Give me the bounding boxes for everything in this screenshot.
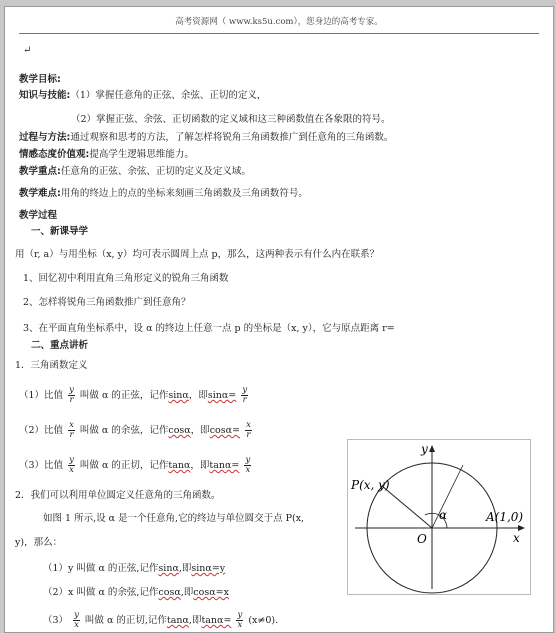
document-page bbox=[4, 6, 554, 633]
label-point-p: P(x, y) bbox=[351, 478, 390, 492]
unit-circle-text-2: y)，那么： bbox=[15, 537, 63, 548]
unit-circle-text-1: 如图 1 所示,设 α 是一个任意角,它的终边与单位圆交于点 P(x, bbox=[43, 513, 305, 524]
key-point-text: 任意角的正弦、余弦、正切的定义及定义域。 bbox=[60, 166, 251, 177]
difficulty-label: 教学难点: bbox=[19, 188, 61, 199]
cos-symbol: cosα bbox=[168, 425, 191, 436]
tan-symbol: tanα bbox=[168, 460, 191, 471]
tan-formula: tanα= bbox=[209, 460, 240, 471]
subsection-2: 2．我们可以利用单位圆定义任意角的三角函数。 bbox=[15, 490, 221, 501]
knowledge-text-2: （2）掌握正弦、余弦、正切函数的定义域和这三种函数值在各象限的符号。 bbox=[71, 114, 391, 125]
unit-cosine-line: （2）x 叫做 α 的余弦,记作cosα,即cosα=x bbox=[43, 587, 229, 598]
sin-symbol: sinα bbox=[168, 390, 189, 401]
section-1-heading: 一、新课导学 bbox=[31, 226, 89, 237]
difficulty-text: 用角的终边上的点的坐标来刻画三角函数及三角函数符号。 bbox=[60, 188, 308, 199]
subsection-1: 1．三角函数定义 bbox=[15, 360, 88, 371]
def-cosine-prefix: （2）比值 bbox=[19, 425, 64, 436]
knowledge-line-1 bbox=[19, 89, 266, 102]
unit-sine-line: （1）y 叫做 α 的正弦,记作sinα,即sinα=y bbox=[43, 563, 226, 574]
difficulty-line bbox=[19, 187, 308, 200]
goal-label: 教学目标: bbox=[19, 74, 61, 85]
fraction-y-over-x-result: $\frac{y}{x}$ bbox=[245, 455, 251, 475]
definition-cosine: （2）比值 $\frac{x}{r}$ 叫做 α 的余弦，记作cosα，即cosα= $\frac{x}{r}$ bbox=[19, 420, 251, 440]
emotion-text: 提高学生逻辑思维能力。 bbox=[89, 149, 194, 160]
key-point-line bbox=[19, 165, 251, 178]
header-divider bbox=[19, 33, 539, 34]
key-point-label: 教学重点: bbox=[19, 166, 61, 177]
label-point-a: A(1,0) bbox=[486, 510, 524, 524]
process-text: 通过观察和思考的方法，了解怎样将锐角三角函数推广到任意角的三角函数。 bbox=[70, 132, 394, 143]
fraction-y-over-r: $\frac{y}{r}$ bbox=[69, 385, 74, 405]
paragraph-mark: ↵ bbox=[23, 45, 32, 56]
cos-formula: cosα= bbox=[209, 425, 241, 436]
fraction-y-over-x: $\frac{y}{x}$ bbox=[69, 455, 74, 475]
unit-tangent-line: （3） $\frac{y}{x}$ 叫做 α 的正切,记作tanα,即tanα= $\frac{y}{x}$ (x≠0). bbox=[43, 610, 279, 630]
question-intro: 用（r, a）与用坐标（x, y）均可表示圆周上点 p，那么，这两种表示有什么内在联系？ bbox=[15, 249, 380, 260]
sin-formula: sinα= bbox=[207, 390, 237, 401]
label-origin: O bbox=[417, 532, 427, 546]
process-label: 过程与方法: bbox=[19, 132, 71, 143]
fraction-y-over-x-unit: $\frac{y}{x}$ bbox=[74, 610, 79, 630]
def-sine-text: 叫做 α 的正弦，记作 bbox=[79, 390, 169, 401]
question-2: 2、怎样将锐角三角函数推广到任意角？ bbox=[23, 297, 191, 308]
emotion-line bbox=[19, 148, 194, 161]
label-x: x bbox=[513, 531, 520, 545]
question-3: 3、在平面直角坐标系中，设 α 的终边上任意一点 p 的坐标是（x, y），它与原点距离 r= bbox=[23, 323, 395, 334]
process-heading: 教学过程 bbox=[19, 210, 58, 221]
page-header: 高考资源网（ www.ks5u.com），您身边的高考专家。 bbox=[175, 17, 383, 27]
label-y: y bbox=[421, 442, 428, 456]
process-line bbox=[19, 131, 393, 144]
definition-sine: （1）比值 $\frac{y}{r}$ 叫做 α 的正弦，记作sinα，即sinα= $\frac{y}{r}$ bbox=[19, 385, 248, 405]
knowledge-label: 知识与技能: bbox=[19, 90, 71, 101]
fraction-x-over-r-result: $\frac{x}{r}$ bbox=[246, 420, 251, 440]
fraction-y-over-x-unit-result: $\frac{y}{x}$ bbox=[237, 610, 243, 630]
fraction-x-over-r: $\frac{x}{r}$ bbox=[69, 420, 74, 440]
def-sine-prefix: （1）比值 bbox=[19, 390, 64, 401]
definition-tangent: （3）比值 $\frac{y}{x}$ 叫做 α 的正切，记作tanα，即tanα= $\frac{y}{x}$ bbox=[19, 455, 251, 475]
label-alpha: α bbox=[439, 508, 448, 522]
def-tangent-text: 叫做 α 的正切，记作 bbox=[79, 460, 169, 471]
fraction-y-over-r-result: $\frac{y}{r}$ bbox=[242, 385, 248, 405]
knowledge-text-1: （1）掌握任意角的正弦、余弦、正切的定义， bbox=[70, 90, 267, 101]
def-tangent-prefix: （3）比值 bbox=[19, 460, 64, 471]
question-1: 1、回忆初中利用直角三角形定义的锐角三角函数 bbox=[23, 273, 229, 284]
section-2-heading: 二、重点讲析 bbox=[31, 340, 89, 351]
def-cosine-text: 叫做 α 的余弦，记作 bbox=[79, 425, 169, 436]
unit-circle-figure bbox=[347, 439, 531, 595]
emotion-label: 情感态度价值观: bbox=[19, 149, 90, 160]
